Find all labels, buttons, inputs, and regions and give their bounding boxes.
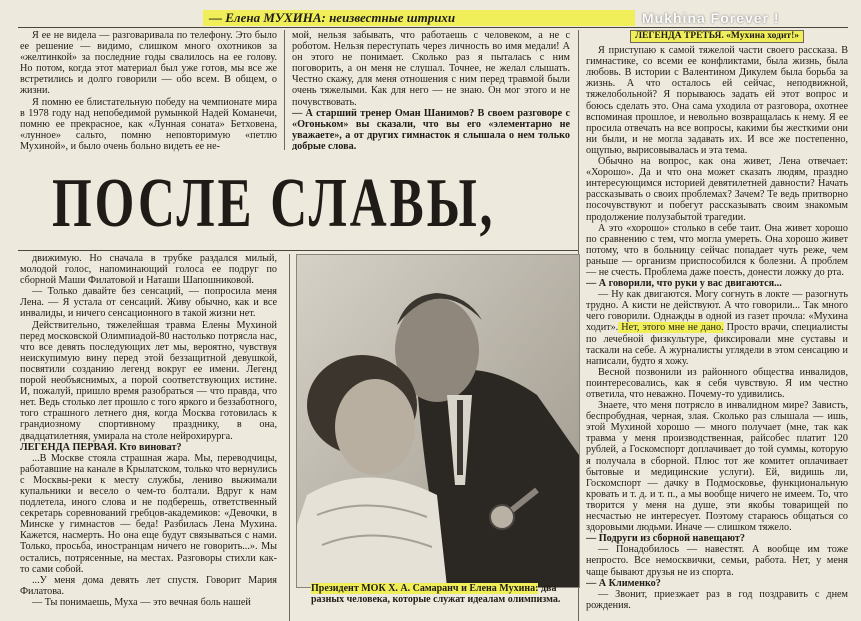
paragraph: Я приступаю к самой тяжелой части своего рассказа. В гимнастике, со всеми ее конфликтами, была жизнь, была любовь. В истории с Валентином Дикулем была борьба за жизнь. А что осталось ей сейчас, неподвижной, тяжелобольной? Я порываюсь задать ей этот вопрос и боюсь сделать это. Она сама уходила от разговора, охотнее вспоминая прошлое, и невольно возвращалась к нему. Я ее просила отвечать на все вопросы, какими бы жесткими они ни были, и не могла задавать их. И все же постепенно, ощупью, вырисовывалась и эта тема.	[586, 45, 848, 156]
column-divider	[289, 254, 290, 621]
paragraph: Я ее не видела — разговаривала по телефону. Это было ее решение — видимо, слишком много охотников за «желтинкой» за последние годы свалилось на ее голову. Но потом, когда этот материал был уже готов, мы все же встретились и долго говорили — обо всем. В общем, о жизни.	[20, 30, 277, 97]
photo-caption	[311, 583, 576, 605]
paragraph: ...В Москве стояла страшная жара. Мы, переводчицы, работавшие на канале в Крылатском, только что вернулись с Москвы-реки к месту службы, лениво выжимали купальники и весело о чем-то болтали. Вдруг к нам подлетела, иного слова и не подберешь, ответственный секретарь соревнований гребцов-академиков: «Девочки, в Минске у гимнастов — беда! Разбилась Лена Мухина. Кажется, насмерть. Но она еще будут связываться с нами. Только, просьба, иностранцам ничего не говорить...». Мы остались, потрясенные, на местах. Разговоры стихли как-то сами собой.	[20, 452, 277, 575]
paragraph: ...У меня дома девять лет спустя. Говорит Мария Филатова.	[20, 574, 277, 597]
paragraph: — Понадобилось — навестят. А вообще им тоже непросто. Все немосквички, семьи, работа. Нет, у меня чаще бывают друзья не из спорта.	[586, 544, 848, 578]
legend-three-column	[586, 30, 848, 621]
highlighted-text: Нет, этого мне не дано.	[618, 322, 724, 334]
caption-highlight: Президент МОК Х. А. Самаранч и Елена Мухина:	[311, 583, 539, 594]
paragraph: — Ну как двигаются. Могу согнуть в локте — разогнуть трудно. А кисти не действуют. А что говорили... Так много чего говорили. Однажды в одной из газет прочла: «Мухина ходит». Нет, этого мне не дано. Просто врачи, специалисты по лечебной физкультуре, фиксировали мне суставы и таскали на себе. А журналисты углядели в этом сенсацию и написали, будто я хожу.	[586, 289, 848, 367]
legend-three-heading: ЛЕГЕНДА ТРЕТЬЯ. «Мухина ходит!»	[630, 30, 804, 43]
paragraph: движимую. Но сначала в трубке раздался милый, молодой голос, напоминающий голоса ее подруг по сборной Маши Филатовой и Наташи Шапошниковой.	[20, 253, 277, 287]
series-banner: — Елена МУХИНА: неизвестные штрихи	[203, 10, 635, 26]
paragraph: Весной позвонили из районного общества инвалидов, поинтересовались, как я себя чувствую. Я им честно ответила, что неважно. Почему-то удивились.	[586, 366, 848, 400]
interview-question: — Подруги из сборной навещают?	[586, 533, 745, 545]
watermark: Mukhina Forever !	[642, 10, 780, 26]
paragraph: А это «хорошо» столько в себе таит. Она живет хорошо по сравнению с тем, что могла умереть. Она хорошо живет потому, что в больницу сейчас попадает чуть реже, чем раньше — организм приспособился к болезни. А проблем — не счесть. Проблема даже поесть, донести ложку до рта.	[586, 222, 848, 278]
news-photo	[296, 254, 580, 588]
interview-column	[292, 30, 570, 150]
paragraph: Действительно, тяжелейшая травма Елены Мухиной перед московской Олимпиадой-80 настолько потрясла нас, что все девять последующих лет мы, вероятно, чувствуя неискупимую вину перед этой беззащитной девушкой, посвятили созданию легенд вокруг ее имени. Легенд порой необъяснимых, а порой соответствующих истине. И, пожалуй, пришло время разобраться — что правда, что нет. Ведь столько лет прошло с того яркого и беззаботного, того страшного летнего дня, когда Москва готовилась к грандиозному спортивному празднику, в она, двадцатилетняя, умирала на столе нейрохирурга.	[20, 319, 277, 442]
paragraph: Я помню ее блистательную победу на чемпионате мира в 1978 году над непобедимой румынкой Надей Команечи, помню ее прекрасное, как «Лунная соната» Бетховена, «лунное» сальто, помню неповторимую «петлю Мухиной», и было очень больно видеть ее не-	[20, 96, 277, 152]
headline: ПОСЛЕ СЛАВЫ,	[52, 165, 496, 242]
legend-one-heading: ЛЕГЕНДА ПЕРВАЯ. Кто виноват?	[20, 441, 182, 453]
paragraph: — Звонит, приезжает раз в год поздравить с днем рождения.	[586, 588, 848, 611]
paragraph: — Только давайте без сенсаций, — попросила меня Лена. — Я устала от сенсаций. Живу обычно, как и все инвалиды, и ничего сенсационного в такой жизни нет.	[20, 286, 277, 320]
paragraph: Обычно на вопрос, как она живет, Лена отвечает: «Хорошо». Да и что она может сказать людям, праздно интересующимся историей девятилетней давности? Начать рассказывать о своих проблемах? Зачем? Те ведь притворно посочувствуют и побегут рассказывать своим знакомым продолжение полузабытой трагедии.	[586, 156, 848, 223]
paragraph: Знаете, что меня потрясло в инвалидном мире? Зависть, беспробудная, черная, злая. Сколько раз слышала — ишь, этой Мухиной хорошо — много получает (мне, так как травма у меня производственная, райсобес платит 120 рублей, а Госкомспорт доплачивает до той суммы, которую я получала в сборной. Плюс тот же комитет оплачивает бытовые и медицинские услуги). Ей, видишь ли, Госкомспорт — дачку в Подмосковье, функциональную кровать и т. д. и т. п., а мы вообще ничего не имеем. То, что творится у меня на душе, эти якобы товарищей по несчастью не интересует. Поэтому стараюсь общаться со здоровыми людьми. Иначе — слишком тяжело.	[586, 400, 848, 534]
legend-one-column	[20, 253, 277, 621]
intro-column	[20, 30, 277, 155]
interview-question: — А Клименко?	[586, 577, 661, 589]
photo-illustration	[297, 255, 579, 587]
column-divider	[284, 30, 285, 150]
top-rule	[18, 27, 848, 28]
interview-question: — А говорили, что руки у вас двигаются...	[586, 278, 782, 290]
paragraph: мой, нельзя забывать, что работаешь с человеком, а не с роботом. Нельзя переступать через личность во имя медали! А он этого не понимает. Сколько раз я пыталась с ним поговорить, а он меня не слушал. Точнее, не желал слышать. Честно скажу, для меня отношения с ним перед травмой были очень тяжелыми. Как для него — не знаю. Он мог этого и не почувствовать.	[292, 30, 570, 108]
caption-text: два разных человека, которые служат идеалам олимпизма.	[311, 583, 561, 605]
interview-question: — А старший тренер Оман Шанимов? В своем разговоре с «Огоньком» вы сказали, что вы его «элементарно не уважаете», а от других гимнасток я слышала о нем только добрые слова.	[292, 107, 570, 150]
paragraph: — Ты понимаешь, Муха — это вечная боль нашей	[32, 596, 251, 608]
headline-rule	[18, 250, 578, 251]
